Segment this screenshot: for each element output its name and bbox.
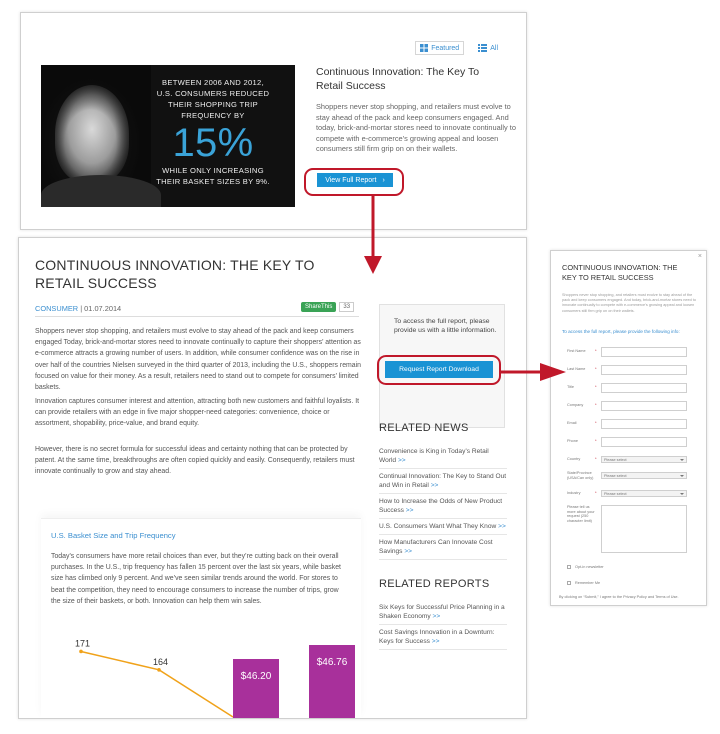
required-marker: *: [595, 348, 597, 353]
access-text: To access the full report, please provide us with a little information.: [394, 318, 497, 334]
more-link[interactable]: >>: [405, 507, 414, 514]
chart-title: U.S. Basket Size and Trip Frequency: [51, 531, 176, 540]
article-title: CONTINUOUS INNOVATION: THE KEY TO RETAIL SUCCESS: [35, 257, 315, 291]
related-reports-heading: RELATED REPORTS: [379, 578, 490, 590]
arrow-down-head: [364, 256, 382, 274]
field-label: Please tell us more about your request (250 character limit): [567, 505, 595, 523]
share-button[interactable]: ShareThis: [301, 302, 336, 312]
field-label: State/Province (USA/Can only): [567, 471, 594, 480]
required-marker: *: [595, 420, 597, 425]
paragraph: Shoppers never stop shopping, and retailers must evolve to stay ahead of the pack and keep consumers engaged Today, brick-and-mortar stores need to innovate continually to capture their shoppers’ attention as e-commerce attracts a growing number of users. In addition, while consumer confidence was on the rise in over half of the countries Nielsen surveyed in the third quarter of 2013, including the U.S., shoppers remain focused on value for their money. As a result, retailers need to stand out to compete for consumers’ limited baskets.: [35, 328, 361, 392]
article-date: 01.07.2014: [84, 304, 122, 313]
category-link[interactable]: CONSUMER: [35, 304, 79, 313]
industry-select[interactable]: Please select: [601, 490, 687, 497]
hero-percentage: 15%: [172, 121, 254, 165]
share-count: 33: [339, 302, 354, 312]
hero-line: THEIR BASKET SIZES BY 9%.: [156, 177, 270, 186]
bar-data-label: $46.76: [316, 657, 348, 668]
news-item-label: How to Increase the Odds of New Product Success: [379, 498, 503, 514]
related-news-heading: RELATED NEWS: [379, 422, 469, 434]
more-link[interactable]: >>: [430, 482, 439, 489]
hero-line: FREQUENCY BY: [181, 111, 245, 120]
featured-title[interactable]: Continuous Innovation: The Key To Retail Success: [316, 66, 480, 92]
required-marker: *: [595, 384, 597, 389]
news-item-label: Continual Innovation: The Key to Stand Out and Win in Retail: [379, 473, 507, 489]
close-icon[interactable]: ×: [697, 253, 702, 260]
form-access-text: To access the full report, please provide the following info:: [562, 329, 680, 334]
news-item-label: How Manufacturers Can Innovate Cost Savings: [379, 539, 493, 555]
news-item-label: Convenience is King in Today’s Retail World: [379, 448, 489, 464]
field-label: Company: [567, 403, 584, 407]
more-link[interactable]: >>: [432, 613, 441, 620]
chevron-right-icon: ›: [382, 176, 385, 184]
more-link[interactable]: >>: [431, 638, 440, 645]
field-label: Email: [567, 421, 577, 425]
field-label: Phone: [567, 439, 578, 443]
state-select[interactable]: Please select: [601, 472, 687, 479]
form-title: CONTINUOUS INNOVATION: THE KEY TO RETAIL SUCCESS: [562, 263, 678, 282]
required-marker: *: [595, 438, 597, 443]
hero-line: BETWEEN 2006 AND 2012,: [162, 78, 264, 87]
featured-description: Shoppers never stop shopping, and retailers must evolve to stay ahead of the pack and keep consumers engaged. And today, brick-and-mortar stores need to innovate continually to compete with e-commerce’s growing appeal and loosen consumers still firm grip on on their wallets.: [316, 102, 516, 153]
tab-featured-label: Featured: [431, 44, 460, 52]
field-label: Industry: [567, 491, 581, 495]
country-select[interactable]: Please select: [601, 456, 687, 463]
report-item-label: Six Keys for Successful Price Planning in a Shaken Economy: [379, 604, 505, 620]
field-label: First Name: [567, 349, 586, 353]
required-marker: *: [595, 456, 597, 461]
field-label: Last Name: [567, 367, 586, 371]
date-separator: |: [80, 304, 83, 313]
paragraph: However, there is no secret formula for successful ideas and certainty nothing that can be protected by patent. At the same time, breakthroughs are often copied quickly and easily. Consequently, retailers must innovate continually to grow and stay ahead.: [35, 446, 355, 476]
field-label: Country: [567, 457, 581, 461]
view-full-report-label: View Full Report: [325, 176, 377, 184]
required-marker: *: [595, 366, 597, 371]
hero-line: U.S. CONSUMERS REDUCED: [156, 89, 270, 98]
field-label: Title: [567, 385, 575, 389]
tab-all-label: All: [490, 44, 498, 52]
required-marker: *: [595, 490, 597, 495]
hero-line: WHILE ONLY INCREASING: [162, 166, 264, 175]
checkbox-label: Opt-in newsletter: [575, 565, 604, 569]
hero-line: THEIR SHOPPING TRIP: [168, 100, 258, 109]
form-intro: Shoppers never stop shopping, and retailers must evolve to stay ahead of the pack and keep consumers engaged. And today, brick-and-mortar stores need to innovate continually to compete with e-commerce’s growing appeal and loosen consumers still firm grip on on their wallets.: [562, 293, 696, 313]
line-data-label: 164: [153, 656, 169, 667]
chart-text: Today’s consumers have more retail choices than ever, but they’re cutting back on their overall purchases. In the U.S., trip frequency has fallen 15 percent over the last six years, while basket size has climbed only 9 percent. And we’ve seen similar trends around the world. For stores to beat the competition, they need to encourage consumers to increase the number of trips, grow the size of their baskets, or both. Innovation can help them win sales.: [51, 553, 341, 605]
line-data-label: 171: [75, 638, 91, 649]
checkbox-label: Remember Me: [575, 581, 601, 585]
required-marker: *: [595, 402, 597, 407]
news-item-label: U.S. Consumers Want What They Know: [379, 523, 497, 530]
report-item-label: Cost Savings Innovation in a Downturn: Keys for Success: [379, 629, 495, 645]
bar-data-label: $46.20: [240, 671, 272, 682]
paragraph: Innovation captures consumer interest and attention, attracting both new customers and faithful loyalists. It can provide retailers with an edge in five major shopper-need categories: convenience, choice or assortment, shopability, price-value, and brand equity.: [35, 398, 360, 428]
more-link[interactable]: >>: [397, 457, 406, 464]
form-footer: By clicking on “Submit,” I agree to the Privacy Policy and Terms of Use.: [559, 595, 679, 599]
more-link[interactable]: >>: [404, 548, 413, 555]
arrow-right-head: [540, 363, 566, 381]
more-link[interactable]: >>: [498, 523, 506, 530]
request-report-label: Request Report Download: [399, 366, 479, 373]
